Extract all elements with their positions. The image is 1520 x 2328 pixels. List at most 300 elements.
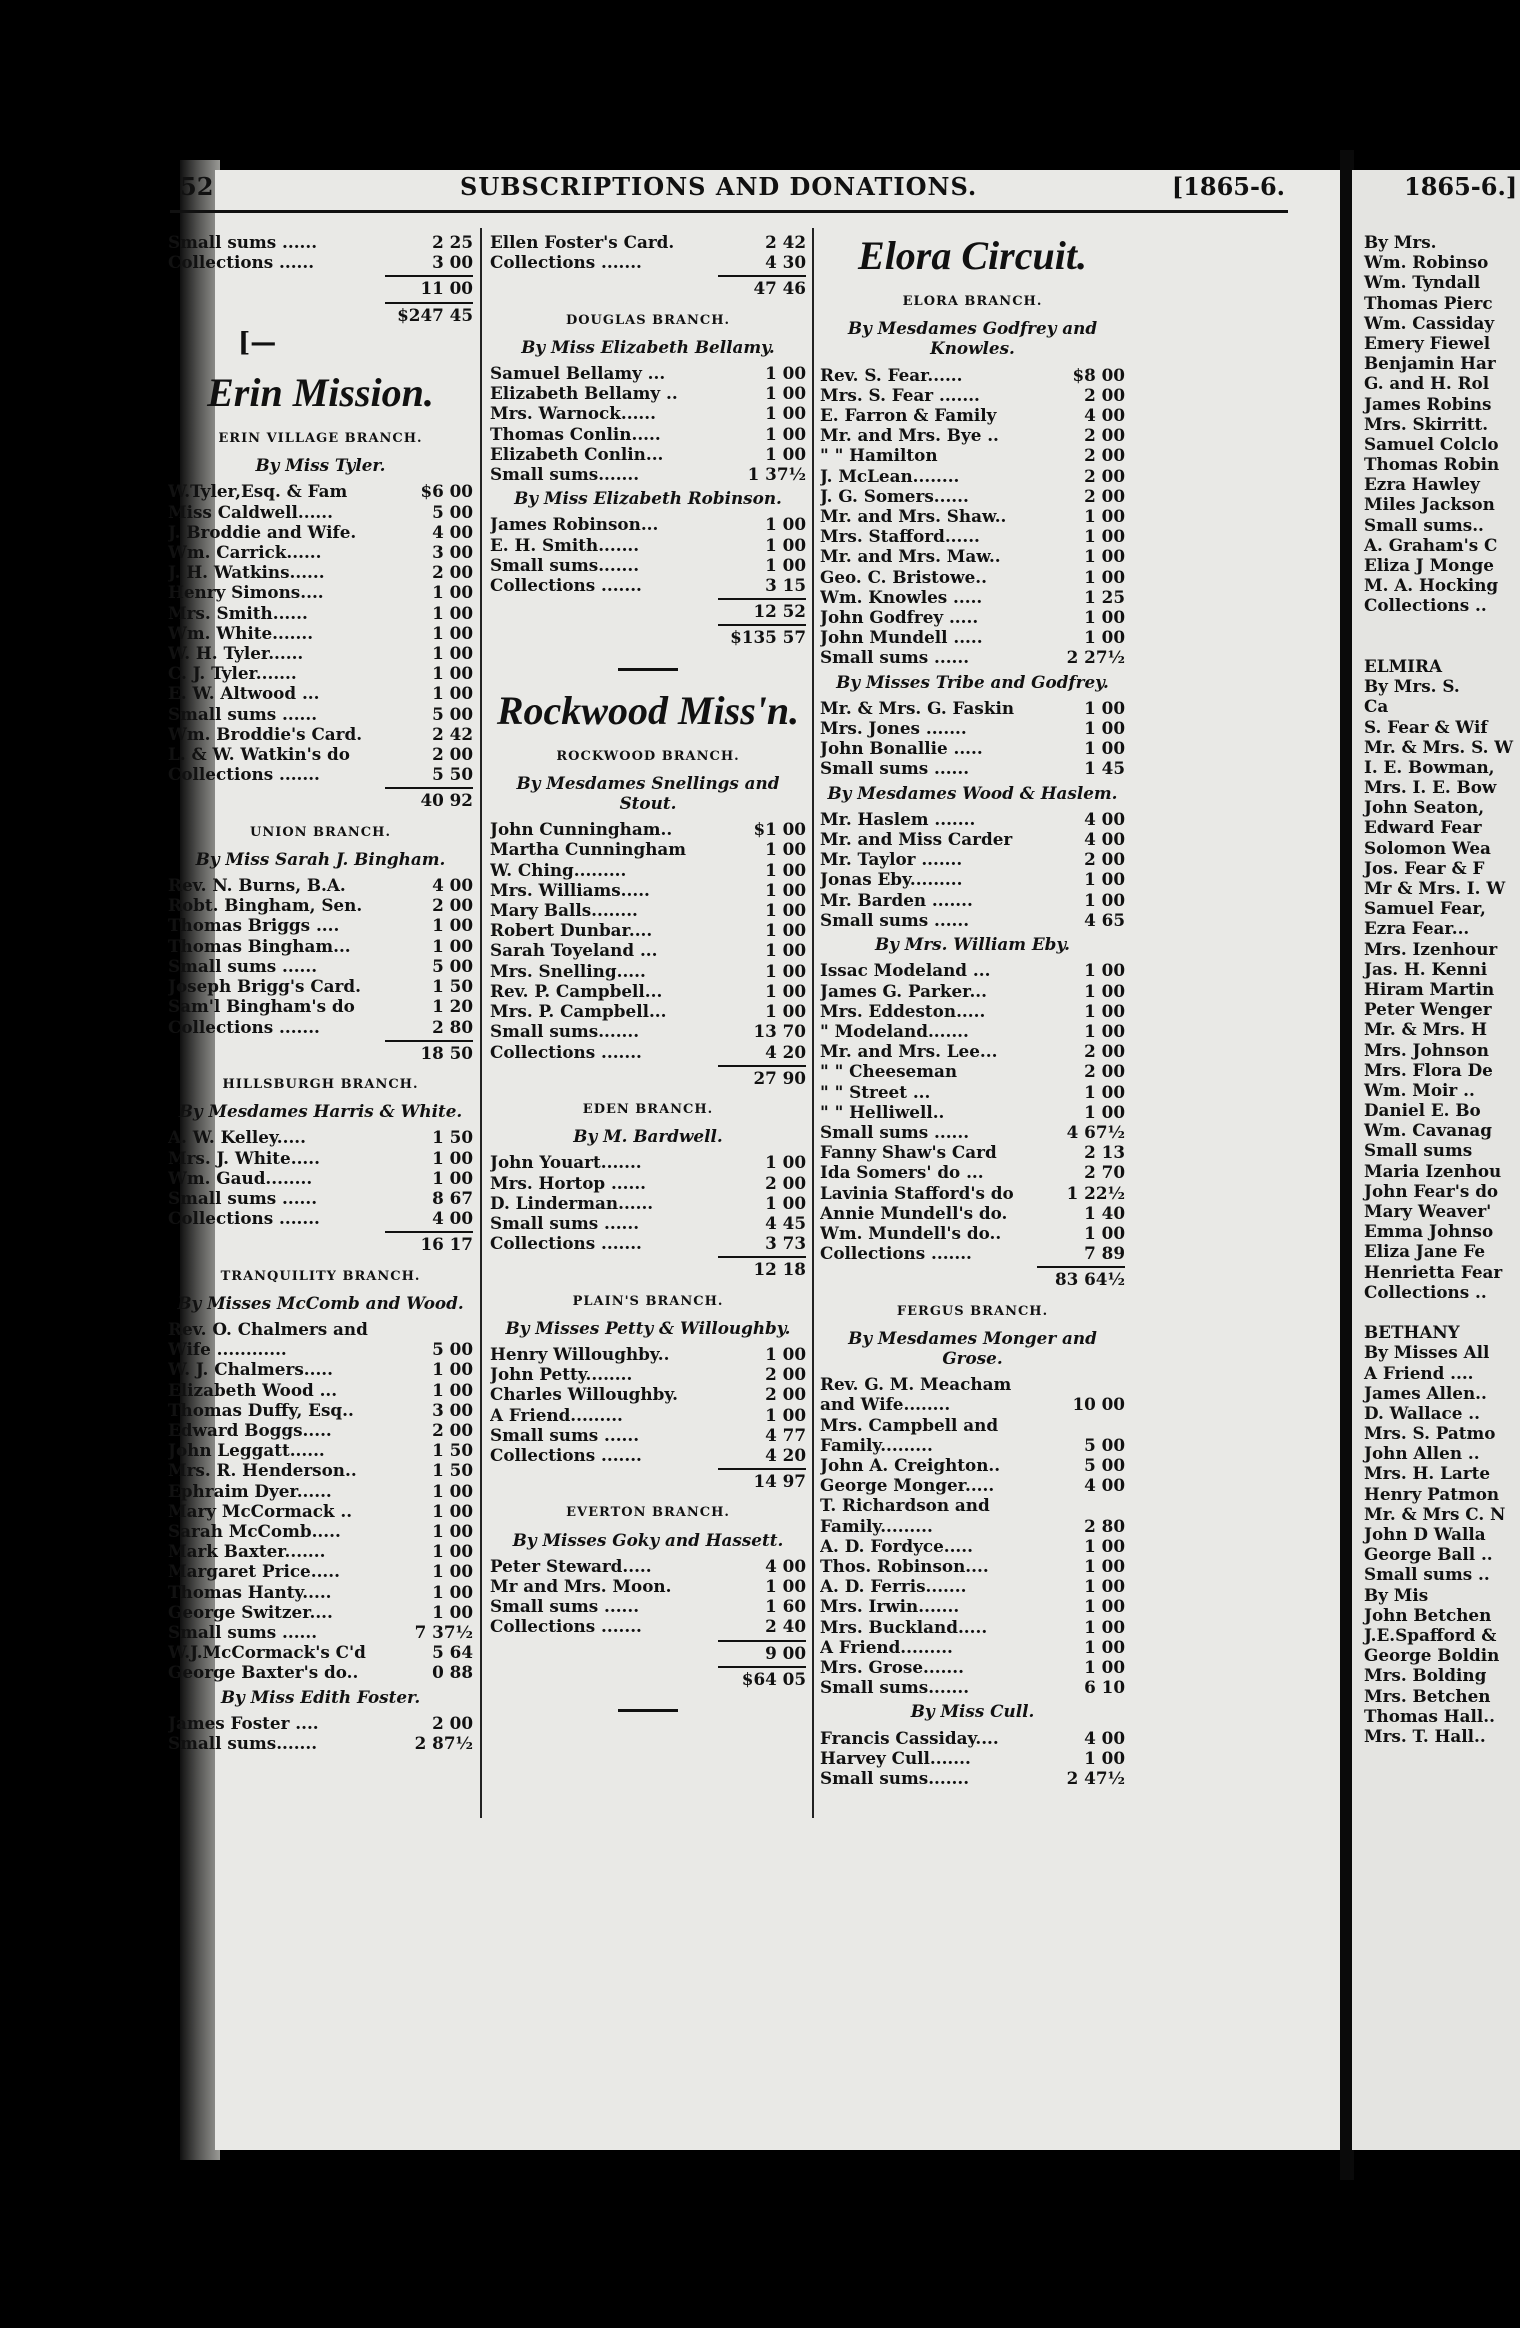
ledger-row (820, 1243, 1125, 1263)
entry-name: W. J. Chalmers..... (168, 1359, 333, 1380)
entry-name: Sarah Toyeland ... (490, 940, 658, 961)
entry-amount: 1 50 (432, 1440, 473, 1461)
ledger-row (168, 1188, 473, 1208)
ledger-row (168, 603, 473, 623)
entry-amount: 7 37½ (414, 1621, 473, 1642)
entry-amount: 1 00 (1084, 566, 1125, 587)
right-page-line: Solomon Wea (1364, 837, 1491, 858)
entry-amount: 1 37½ (747, 464, 806, 485)
right-page-line: Small sums .. (1364, 1564, 1490, 1585)
entry-name: Fanny Shaw's Card (820, 1142, 997, 1163)
right-page-line: John Betchen (1364, 1604, 1492, 1625)
entry-amount: 1 00 (765, 1575, 806, 1596)
ledger-row (168, 1713, 473, 1733)
entry-name: Wm. Knowles ..... (820, 586, 983, 607)
entry-name: Martha Cunningham (490, 839, 687, 860)
right-page-line: A Friend .... (1364, 1362, 1474, 1383)
ledger-row (820, 1223, 1125, 1243)
collector-heading: By Miss Cull. (910, 1701, 1035, 1722)
ledger-row (820, 1021, 1125, 1041)
entry-name: James Foster .... (168, 1712, 319, 1733)
entry-amount: 1 00 (1084, 546, 1125, 567)
entry-amount: 1 00 (765, 423, 806, 444)
ledger-row (820, 1748, 1125, 1768)
entry-amount: 1 00 (432, 1541, 473, 1562)
entry-amount: 1 00 (432, 602, 473, 623)
right-page-line: Thomas Hall.. (1364, 1705, 1495, 1726)
ledger-row (820, 718, 1125, 738)
entry-name: Small sums ...... (820, 909, 970, 930)
entry-name: J. Broddie and Wife. (168, 521, 357, 542)
entry-amount: 7 89 (1084, 1243, 1125, 1264)
ledger-row (490, 424, 806, 444)
section-title: Rockwood Miss'n. (496, 687, 800, 733)
entry-name: Mr. and Mrs. Lee... (820, 1041, 998, 1062)
entry-amount: 1 00 (765, 879, 806, 900)
ledger-row (820, 1061, 1125, 1081)
ledger-row (820, 1415, 1125, 1435)
entry-name: Small sums ...... (820, 758, 970, 779)
ledger-row (490, 1173, 806, 1193)
entry-amount: 1 50 (432, 1127, 473, 1148)
entry-name: Small sums....... (168, 1733, 318, 1753)
entry-name: Small sums....... (490, 1021, 640, 1042)
entry-amount (395, 1319, 473, 1339)
entry-name: James G. Parker... (820, 980, 987, 1001)
ledger-row (820, 1516, 1125, 1536)
entry-name: John Godfrey ..... (820, 607, 979, 628)
ledger-row (820, 466, 1125, 486)
entry-name: Collections ....... (490, 1041, 642, 1062)
ledger-row (490, 1556, 806, 1576)
right-page-line: ELMIRA (1364, 655, 1442, 676)
ledger-row (168, 1460, 473, 1480)
entry-amount: 1 00 (432, 1359, 473, 1380)
section-divider (618, 1709, 678, 1712)
right-page-line: Jos. Fear & F (1364, 857, 1485, 878)
entry-amount: 1 50 (432, 1460, 473, 1481)
entry-amount: 1 00 (765, 960, 806, 981)
entry-name: E. W. Altwood ... (168, 683, 320, 704)
entry-name: Mr. Taylor ....... (820, 849, 963, 870)
ledger-row (490, 1042, 806, 1062)
right-page-line: John Seaton, (1364, 797, 1485, 818)
entry-name: A. D. Ferris....... (820, 1576, 967, 1597)
column-divider (812, 228, 814, 1818)
entry-name: Mrs. Warnock...... (490, 403, 656, 424)
right-page-line: Mrs. Skirritt. (1364, 413, 1489, 434)
entry-amount: 2 80 (432, 1016, 473, 1037)
ledger-row (168, 1380, 473, 1400)
entry-name: Rev. N. Burns, B.A. (168, 875, 346, 896)
entry-name: Robert Dunbar.... (490, 920, 653, 941)
collector-heading: By Mesdames Snellings and Stout. (516, 772, 780, 814)
entry-amount: 5 00 (432, 703, 473, 724)
ledger-row (168, 502, 473, 522)
entry-name: Mrs. Eddeston..... (820, 1000, 986, 1021)
ledger-row (168, 875, 473, 895)
entry-amount: 2 80 (1084, 1515, 1125, 1536)
entry-name: W.J.McCormack's C'd (168, 1642, 366, 1663)
entry-amount: 1 00 (432, 1581, 473, 1602)
collector-heading: By Mrs. William Eby. (874, 934, 1071, 955)
collector-heading: By Miss Elizabeth Bellamy. (521, 336, 775, 357)
entry-name: Elizabeth Bellamy .. (490, 383, 678, 404)
right-page-line: Mr. & Mrs. H (1364, 1019, 1487, 1040)
branch-heading: FERGUS BRANCH. (896, 1303, 1049, 1319)
entry-name: " " Hamilton (820, 445, 938, 466)
entry-name: John A. Creighton.. (820, 1454, 1001, 1475)
right-page-line: Wm. Cassiday (1364, 312, 1495, 333)
entry-name: Small sums....... (820, 1677, 970, 1698)
entry-amount: 2 00 (1084, 445, 1125, 466)
entry-name: Thomas Duffy, Esq.. (168, 1399, 354, 1420)
entry-name: Wm. Carrick...... (168, 542, 322, 563)
entry-name: James Robinson... (490, 514, 659, 535)
ledger-row (490, 1425, 806, 1445)
ledger-row (490, 860, 806, 880)
entry-amount: 2 27½ (1066, 647, 1125, 668)
entry-name: Small sums ...... (490, 1424, 640, 1445)
ledger-row (820, 1768, 1125, 1788)
ledger-row (168, 1642, 473, 1662)
entry-amount: 1 00 (765, 514, 806, 535)
entry-name: Edward Boggs..... (168, 1419, 332, 1440)
entry-name: Mr. and Mrs. Maw.. (820, 546, 1001, 567)
entry-name: Small sums ...... (168, 703, 318, 724)
entry-amount: 1 60 (765, 1596, 806, 1617)
ledger-row (820, 1122, 1125, 1142)
right-page-line: Collections .. (1364, 595, 1487, 616)
entry-name: John Leggatt...... (168, 1440, 325, 1461)
column-divider (480, 228, 482, 1818)
ledger-row (168, 623, 473, 643)
entry-amount: 4 45 (765, 1212, 806, 1233)
entry-name: Small sums ...... (168, 1187, 318, 1208)
ledger-row (820, 1435, 1125, 1455)
entry-amount: 2 00 (765, 1172, 806, 1193)
ledger-row (820, 910, 1125, 930)
entry-name: Sarah McComb..... (168, 1520, 341, 1541)
page-year: [1865-6. (1171, 172, 1285, 201)
ledger-row (168, 663, 473, 683)
entry-name: Ephraim Dyer...... (168, 1480, 332, 1501)
ledger-row (168, 895, 473, 915)
right-page-line: Eliza J Monge (1364, 555, 1494, 575)
right-page-line: By Mis (1364, 1584, 1429, 1605)
entry-amount: 2 42 (765, 232, 806, 252)
ledger-row (490, 1344, 806, 1364)
ledger-row (820, 1536, 1125, 1556)
entry-name: and Wife........ (820, 1394, 951, 1415)
ledger-row (820, 567, 1125, 587)
ledger-row (168, 1208, 473, 1228)
right-page-line: Wm. Tyndall (1364, 272, 1481, 293)
entry-amount: 2 00 (432, 1419, 473, 1440)
ledger-row (490, 1213, 806, 1233)
entry-name: Collections ....... (490, 575, 642, 596)
ledger-row (168, 1541, 473, 1561)
entry-amount: 2 00 (765, 1384, 806, 1405)
ledger-row (490, 1233, 806, 1253)
ledger-row (820, 809, 1125, 829)
entry-amount: 1 00 (765, 920, 806, 941)
entry-amount: 1 00 (765, 403, 806, 424)
ledger-row (490, 1445, 806, 1465)
ledger-row (820, 698, 1125, 718)
collector-heading: By Misses Tribe and Godfrey. (836, 671, 1109, 692)
subtotal: 11 00 (385, 275, 473, 298)
entry-amount: 1 00 (765, 980, 806, 1001)
entry-amount: 5 00 (432, 501, 473, 522)
entry-amount: 1 00 (432, 1520, 473, 1541)
entry-name: John Bonallie ..... (820, 738, 983, 759)
entry-name: C. J. Tyler....... (168, 663, 297, 684)
entry-name: J. G. Somers...... (820, 485, 969, 506)
entry-name: Mark Baxter....... (168, 1541, 326, 1562)
right-page-line: Wm. Robinso (1364, 252, 1489, 273)
ledger-row (820, 405, 1125, 425)
ledger-row (168, 582, 473, 602)
entry-name: Mary Balls........ (490, 900, 638, 921)
entry-name: Family......... (820, 1515, 933, 1536)
ledger-row (168, 1420, 473, 1440)
ledger-row (820, 1617, 1125, 1637)
right-page-line: A. Graham's C (1364, 534, 1498, 555)
subtotal: 18 50 (385, 1040, 473, 1063)
subtotal: 14 97 (718, 1468, 806, 1491)
entry-amount: 1 00 (1084, 738, 1125, 759)
entry-name: Mr. and Mrs. Bye .. (820, 425, 999, 446)
entry-amount: 1 00 (765, 839, 806, 860)
ledger-row (820, 1596, 1125, 1616)
ledger-row (168, 1339, 473, 1359)
entry-name: " " Helliwell.. (820, 1101, 945, 1122)
entry-amount: 2 40 (765, 1616, 806, 1637)
entry-amount: 1 00 (765, 554, 806, 575)
ledger-row (168, 1440, 473, 1460)
entry-name: Rev. G. M. Meacham (820, 1374, 1012, 1395)
ledger-row (168, 915, 473, 935)
entry-amount: 1 50 (432, 976, 473, 997)
right-page-line: Emery Fiewel (1364, 332, 1491, 353)
entry-name: Mr. & Mrs. G. Faskin (820, 697, 1015, 718)
entry-name: W. Ching......... (490, 859, 627, 880)
entry-amount: 4 00 (765, 1555, 806, 1576)
entry-amount: 1 00 (765, 383, 806, 404)
total: $135 57 (718, 624, 806, 647)
entry-amount: 5 00 (432, 1339, 473, 1360)
entry-amount: 1 00 (765, 534, 806, 555)
right-page-line: Wm. Cavanag (1364, 1120, 1492, 1141)
entry-name: Joseph Brigg's Card. (168, 976, 361, 997)
entry-amount: 1 00 (765, 1152, 806, 1173)
ledger-row (820, 1374, 1125, 1394)
entry-name: W.Tyler,Esq. & Fam (168, 481, 348, 502)
ledger-row (820, 526, 1125, 546)
right-page-line: M. A. Hocking (1364, 575, 1499, 596)
ledger-row (490, 880, 806, 900)
branch-heading: ELORA BRANCH. (902, 294, 1043, 309)
entry-amount: 1 00 (1084, 607, 1125, 628)
right-page-line: Jas. H. Kenni (1364, 958, 1488, 979)
entry-amount: 10 00 (1072, 1394, 1125, 1415)
entry-name: Mr. Haslem ....... (820, 808, 976, 829)
ledger-row (490, 1405, 806, 1425)
entry-amount: 1 00 (1084, 960, 1125, 981)
entry-amount: 2 47½ (1066, 1768, 1125, 1789)
ledger-row (168, 724, 473, 744)
ledger-row (168, 996, 473, 1016)
entry-amount: 1 00 (432, 1561, 473, 1582)
ledger-row (820, 960, 1125, 980)
entry-name: D. Linderman...... (490, 1192, 654, 1213)
ledger-row (820, 627, 1125, 647)
entry-name: Miss Caldwell...... (168, 501, 333, 522)
entry-name: Thos. Robinson.... (820, 1555, 989, 1576)
ledger-row (820, 486, 1125, 506)
entry-amount: 2 00 (765, 1364, 806, 1385)
entry-name: Small sums ...... (168, 1621, 318, 1642)
entry-amount: 1 00 (1084, 889, 1125, 910)
entry-name: Mrs. J. White..... (168, 1147, 320, 1168)
entry-amount: 1 22½ (1066, 1182, 1125, 1203)
entry-name: Mrs. Stafford...... (820, 526, 980, 547)
ledger-row (490, 403, 806, 423)
section-title: Elora Circuit. (858, 233, 1087, 278)
branch-heading: PLAIN'S BRANCH. (572, 1293, 724, 1309)
entry-name: A Friend......... (820, 1636, 953, 1657)
entry-amount: 1 00 (765, 443, 806, 464)
ledger-row (168, 1561, 473, 1581)
entry-amount: 2 00 (1084, 849, 1125, 870)
ledger-row (490, 232, 806, 252)
entry-name: Mr. Barden ....... (820, 889, 973, 910)
entry-name: Mrs. Smith...... (168, 602, 308, 623)
entry-name: Henry Willoughby.. (490, 1343, 670, 1364)
subtotal: 9 00 (718, 1640, 806, 1663)
collector-heading: By Miss Sarah J. Bingham. (195, 848, 446, 869)
entry-amount: 2 00 (432, 744, 473, 765)
entry-amount: 2 70 (1084, 1162, 1125, 1183)
entry-name: Thomas Briggs .... (168, 915, 340, 936)
subtotal: 12 52 (718, 598, 806, 621)
right-page-line: Ezra Hawley (1364, 474, 1480, 495)
ledger-row (168, 1582, 473, 1602)
entry-amount: 1 25 (1084, 586, 1125, 607)
ledger-row (820, 1576, 1125, 1596)
right-page-line: Edward Fear (1364, 817, 1482, 838)
entry-amount: 13 70 (753, 1021, 806, 1042)
entry-amount: 5 00 (432, 955, 473, 976)
entry-amount: 1 00 (1084, 718, 1125, 739)
entry-amount: 4 65 (1084, 909, 1125, 930)
entry-name: Wm. White....... (168, 622, 314, 643)
entry-name: Collections ....... (820, 1243, 972, 1264)
branch-heading: ERIN VILLAGE BRANCH. (218, 431, 423, 447)
entry-name: " Modeland....... (820, 1020, 969, 1041)
ledger-row (820, 445, 1125, 465)
branch-heading: EVERTON BRANCH. (566, 1505, 730, 1521)
right-page-line: Wm. Moir .. (1364, 1079, 1475, 1100)
right-page-line: Henry Patmon (1364, 1483, 1500, 1504)
ledger-row (168, 744, 473, 764)
entry-name: Mrs. Hortop ...... (490, 1172, 647, 1193)
ledger-row (820, 738, 1125, 758)
right-page-line: By Mrs. S. (1364, 676, 1460, 697)
subtotal: 40 92 (385, 787, 473, 810)
entry-amount: 1 00 (765, 363, 806, 384)
entry-name: Wm. Gaud........ (168, 1167, 313, 1188)
entry-name: Family......... (820, 1434, 933, 1455)
entry-amount: 1 00 (765, 1001, 806, 1022)
entry-name: Small sums ...... (490, 1212, 640, 1233)
ledger-row (168, 936, 473, 956)
ledger-row (490, 1576, 806, 1596)
right-page-line: Emma Johnso (1364, 1221, 1494, 1242)
entry-amount: 1 00 (432, 663, 473, 684)
ledger-row (168, 1622, 473, 1642)
entry-name: Rev. O. Chalmers and (168, 1318, 368, 1339)
entry-amount: 3 00 (432, 542, 473, 563)
ledger-row (490, 363, 806, 383)
entry-name: Collections ...... (168, 252, 315, 273)
right-page-line: Daniel E. Bo (1364, 1100, 1481, 1121)
ledger-row (820, 1102, 1125, 1122)
entry-amount (1047, 1495, 1125, 1515)
total: $64 05 (718, 1666, 806, 1689)
entry-name: E. H. Smith....... (490, 534, 640, 555)
ledger-row (820, 1728, 1125, 1748)
entry-name: Mrs. Williams..... (490, 879, 650, 900)
entry-amount (1047, 1415, 1125, 1435)
right-page-line: Mrs. S. Patmo (1364, 1423, 1496, 1444)
ledger-row (820, 365, 1125, 385)
right-page-line: Thomas Robin (1364, 454, 1500, 475)
ledger-row (820, 1677, 1125, 1697)
entry-name: Elizabeth Wood ... (168, 1379, 338, 1400)
entry-amount: 1 40 (1084, 1202, 1125, 1223)
ledger-row (168, 1602, 473, 1622)
ledger-row (820, 1183, 1125, 1203)
ledger-row (490, 1364, 806, 1384)
ledger-row (820, 869, 1125, 889)
column-1 (168, 232, 473, 1753)
entry-name: E. Farron & Family (820, 405, 997, 426)
ledger-row (168, 1017, 473, 1037)
ledger-row (820, 506, 1125, 526)
entry-name: Mrs. S. Fear ....... (820, 384, 980, 405)
entry-amount: 1 00 (1084, 1101, 1125, 1122)
ledger-row (490, 1193, 806, 1213)
right-page-line: Ca (1364, 696, 1389, 717)
entry-name: George Switzer.... (168, 1601, 333, 1622)
page-number: 52 (180, 172, 214, 201)
ledger-row (820, 1556, 1125, 1576)
ledger-row (168, 956, 473, 976)
ledger-row (490, 920, 806, 940)
entry-name: Collections ....... (490, 1616, 642, 1637)
right-page-line: Miles Jackson (1364, 494, 1495, 515)
entry-name: Mary McCormack .. (168, 1500, 353, 1521)
entry-amount: 2 00 (1084, 384, 1125, 405)
ledger-row (490, 464, 806, 484)
entry-name: Collections ....... (168, 764, 320, 785)
entry-amount: 1 00 (1084, 980, 1125, 1001)
ledger-row (820, 890, 1125, 910)
entry-amount: 2 25 (432, 232, 473, 252)
branch-heading: UNION BRANCH. (250, 824, 391, 840)
